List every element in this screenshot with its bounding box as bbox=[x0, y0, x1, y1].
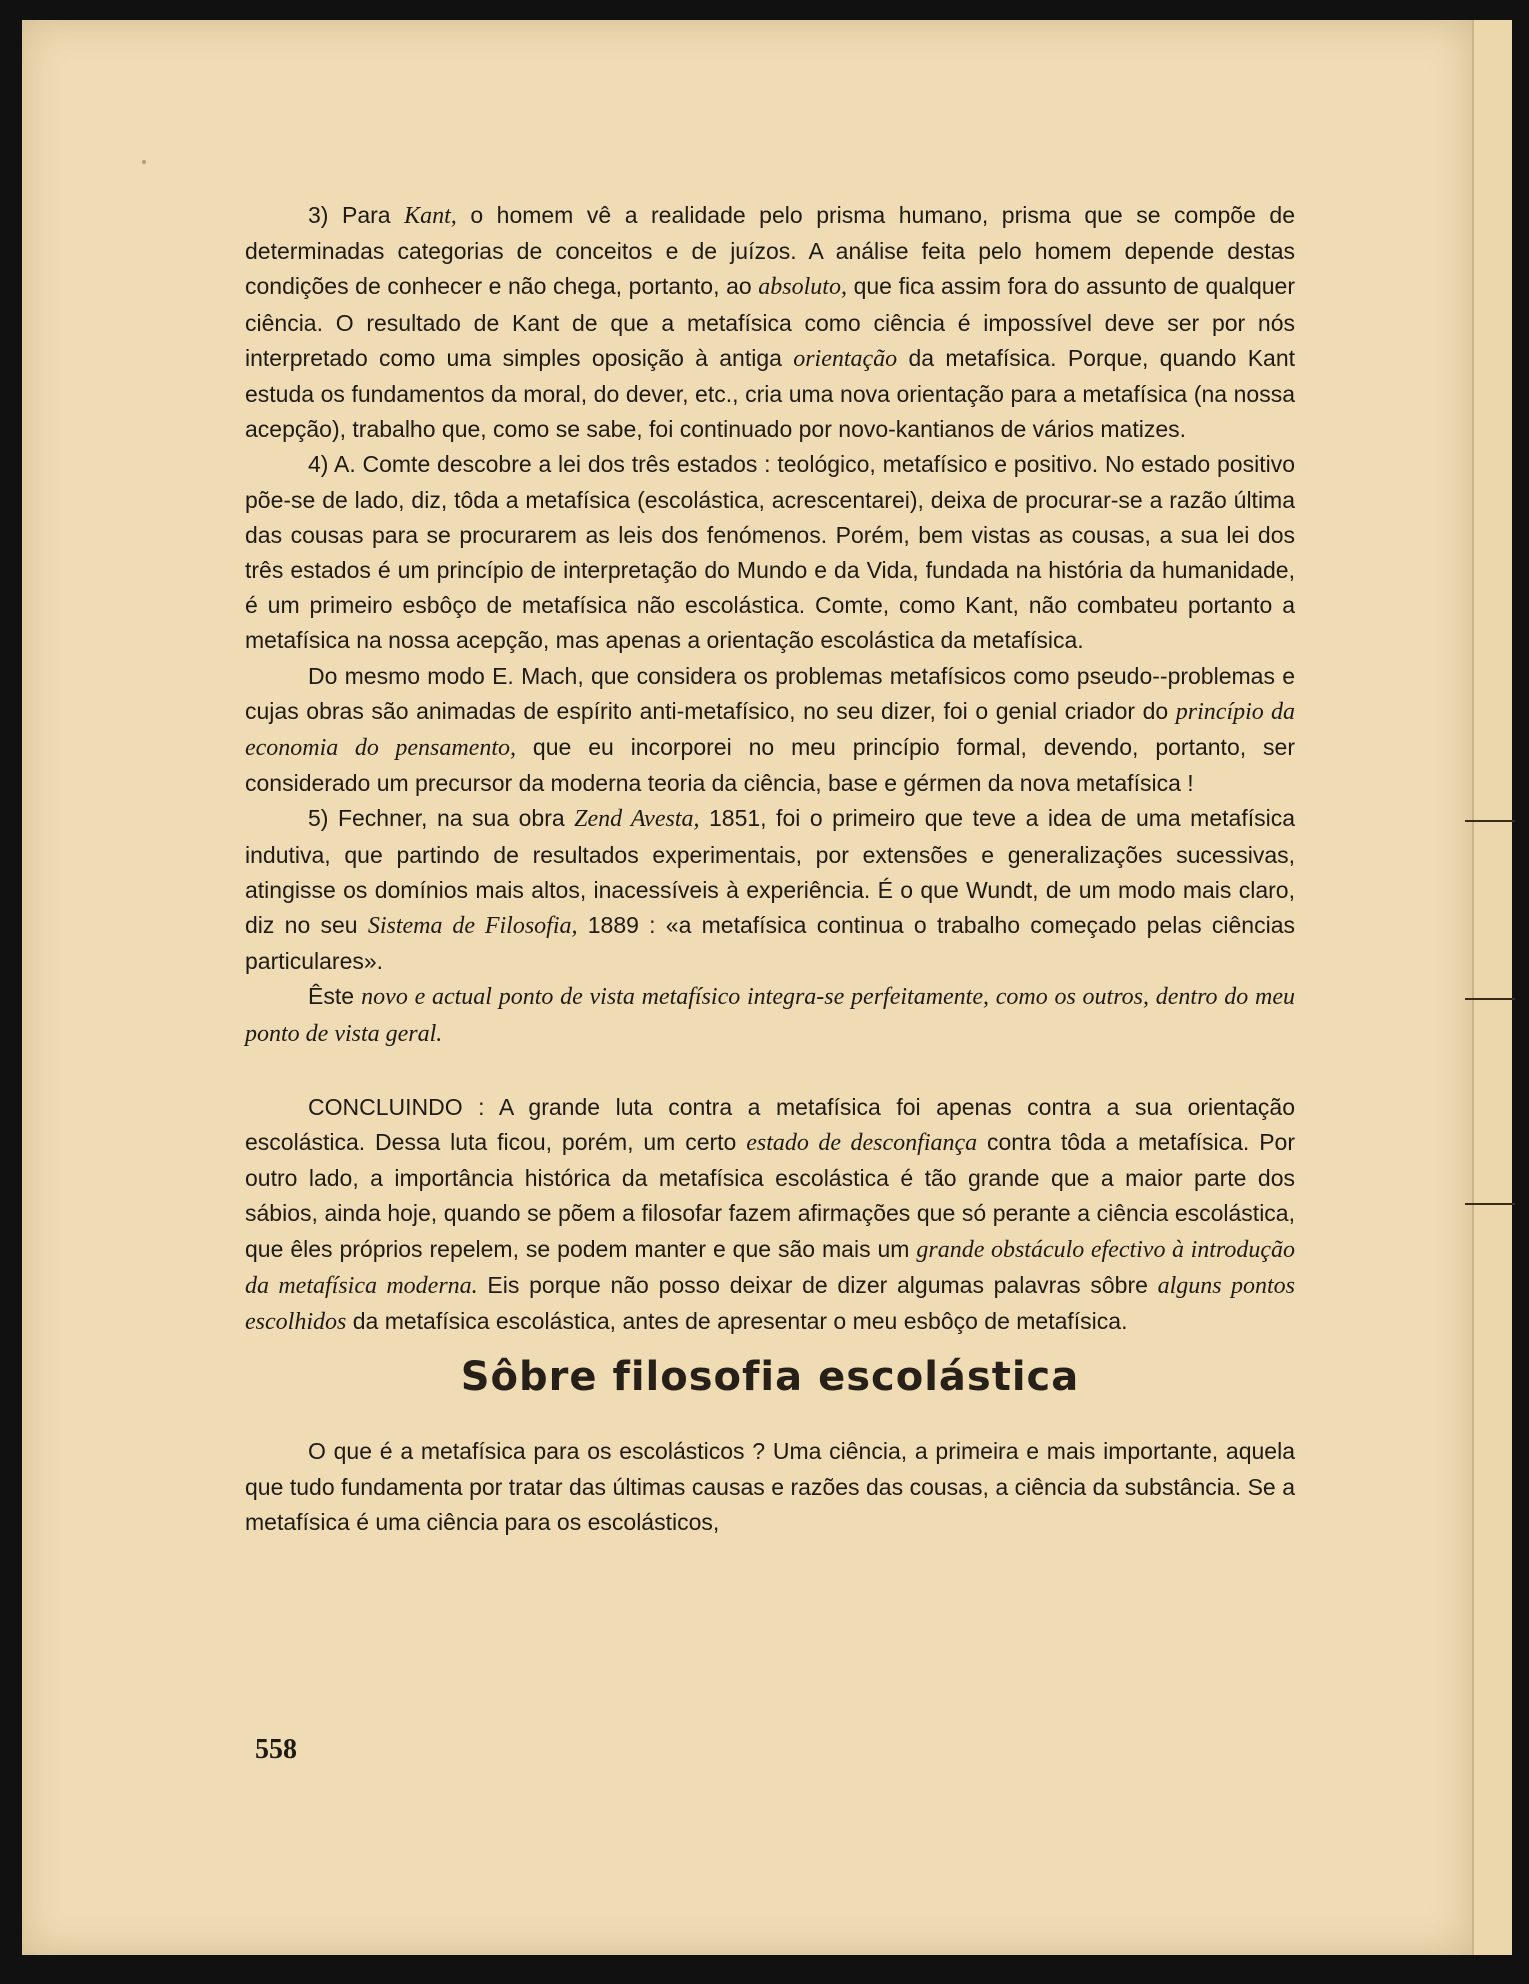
text-run: que fica assim fora do assunto de qualquer ciência. O resultado de Kant de que a metafísica como ciência é impossível deve ser por nós interpretado como uma simples oposição à antiga bbox=[245, 273, 1295, 371]
page-number: 558 bbox=[255, 1734, 297, 1765]
italic-run: Zend Avesta, bbox=[574, 806, 700, 833]
text-run: 1889 : «a metafísica continua o trabalho começado pelas ciências particulares». bbox=[245, 912, 1295, 975]
paper-speck bbox=[142, 160, 146, 164]
italic-run: orientação bbox=[793, 345, 898, 372]
text-run: 5) Fechner, na sua obra bbox=[308, 805, 575, 832]
paragraph-comte: 4) A. Comte descobre a lei dos três estados : teológico, metafísico e positivo. No estado positivo põe-se de lado, diz, tôda a metafísica (escolástica, acrescentarei), deixa de procurar-se a razão última das cousas para se procurarem as leis dos fenómenos. Porém, bem vistas as cousas, a sua lei dos três estados é um princípio de interpretação do Mundo e da Vida, fundada na história da humanidade, é um primeiro esbôço de metafísica não escolástica. Comte, como Kant, não combateu portanto a metafísica na nossa acepção, mas apenas a orientação escolástica da metafísica. bbox=[245, 451, 1295, 654]
section-heading: Sôbre filosofia escolástica bbox=[460, 1354, 1080, 1401]
text-run: da metafísica. Porque, quando Kant estuda os fundamentos da moral, do dever, etc., cria uma nova orientação para a metafísica (na nossa acepção), trabalho que, como se sabe, foi continuado por novo-kantianos de vários matizes. bbox=[245, 344, 1296, 443]
text-run: Do mesmo modo E. Mach, que considera os problemas metafísicos como pseudo--problemas e cujas obras são animadas de espírito anti-metafísico, no seu dizer, foi o genial criador do bbox=[245, 662, 1295, 724]
paragraph-escolasticos: O que é a metafísica para os escolásticos ? Uma ciência, a primeira e mais importante, aquela que tudo fundamenta por tratar das últimas causas e razões das cousas, a ciência da substância. Se a metafísica é uma ciência para os escolásticos, bbox=[245, 1438, 1295, 1535]
text-body bbox=[245, 198, 1295, 1540]
text-run: CONCLUINDO : A grande luta contra a metafísica foi apenas contra a sua orientação escolástica. Dessa luta ficou, porém, um certo bbox=[245, 1093, 1295, 1156]
paragraph-concluindo bbox=[245, 1090, 1295, 1340]
section-gap bbox=[245, 1052, 1295, 1090]
italic-run: princípio da economia do pensamento, bbox=[245, 698, 1295, 762]
italic-run: Sistema de Filosofia, bbox=[367, 913, 578, 940]
italic-run: alguns pontos escolhidos bbox=[245, 1272, 1296, 1336]
edge-tick bbox=[1465, 820, 1515, 822]
italic-run: novo e actual ponto de vista metafísico integra-se perfeitamente, como os outros, dentro do meu ponto de vista geral. bbox=[245, 984, 1296, 1047]
text-run: 3) Para bbox=[308, 202, 405, 228]
paragraph-este bbox=[245, 979, 1295, 1051]
text-run: 1851, foi o primeiro que teve a idea de uma metafísica indutiva, que partindo de resultados experimentais, por extensões e generalizações sucessivas, atingisse os domínios mais altos, inacessíveis à experiência. É o que Wundt, de um modo mais claro, diz no seu bbox=[245, 805, 1295, 939]
text-run: da metafísica escolástica, antes de apresentar o meu esbôço de metafísica. bbox=[346, 1308, 1128, 1335]
next-page-edge bbox=[1472, 20, 1512, 1955]
italic-run: estado de desconfiança bbox=[746, 1130, 978, 1157]
italic-run: Kant, bbox=[404, 203, 457, 229]
paragraph-fechner bbox=[245, 801, 1295, 979]
edge-tick bbox=[1465, 998, 1515, 1000]
italic-run: absoluto, bbox=[758, 274, 847, 301]
edge-tick bbox=[1465, 1203, 1515, 1205]
text-run: que eu incorporei no meu princípio formal, devendo, portanto, ser considerado um precursor da moderna teoria da ciência, base e gérmen da nova metafísica ! bbox=[245, 734, 1295, 797]
text-run: Eis porque não posso deixar de dizer algumas palavras sôbre bbox=[477, 1271, 1158, 1298]
text-run: contra tôda a metafísica. Por outro lado, a importância histórica da metafísica escolástica é tão grande que a maior parte dos sábios, ainda hoje, quando se põem a filosofar fazem afirmações que só perante a ciência escolástica, que êles próprios repelem, se podem manter e que são mais um bbox=[245, 1129, 1295, 1262]
paragraph-kant bbox=[245, 198, 1295, 447]
paragraph-mach bbox=[245, 659, 1295, 802]
text-run: o homem vê a realidade pelo prisma humano, prisma que se compõe de determinadas categorias de conceitos e de juízos. A análise feita pelo homem depende destas condições de conhecer e não chega, portanto, ao bbox=[245, 202, 1295, 300]
text-run: Êste bbox=[308, 983, 362, 1010]
italic-run: grande obstáculo efectivo à introdução da metafísica moderna. bbox=[245, 1236, 1295, 1299]
